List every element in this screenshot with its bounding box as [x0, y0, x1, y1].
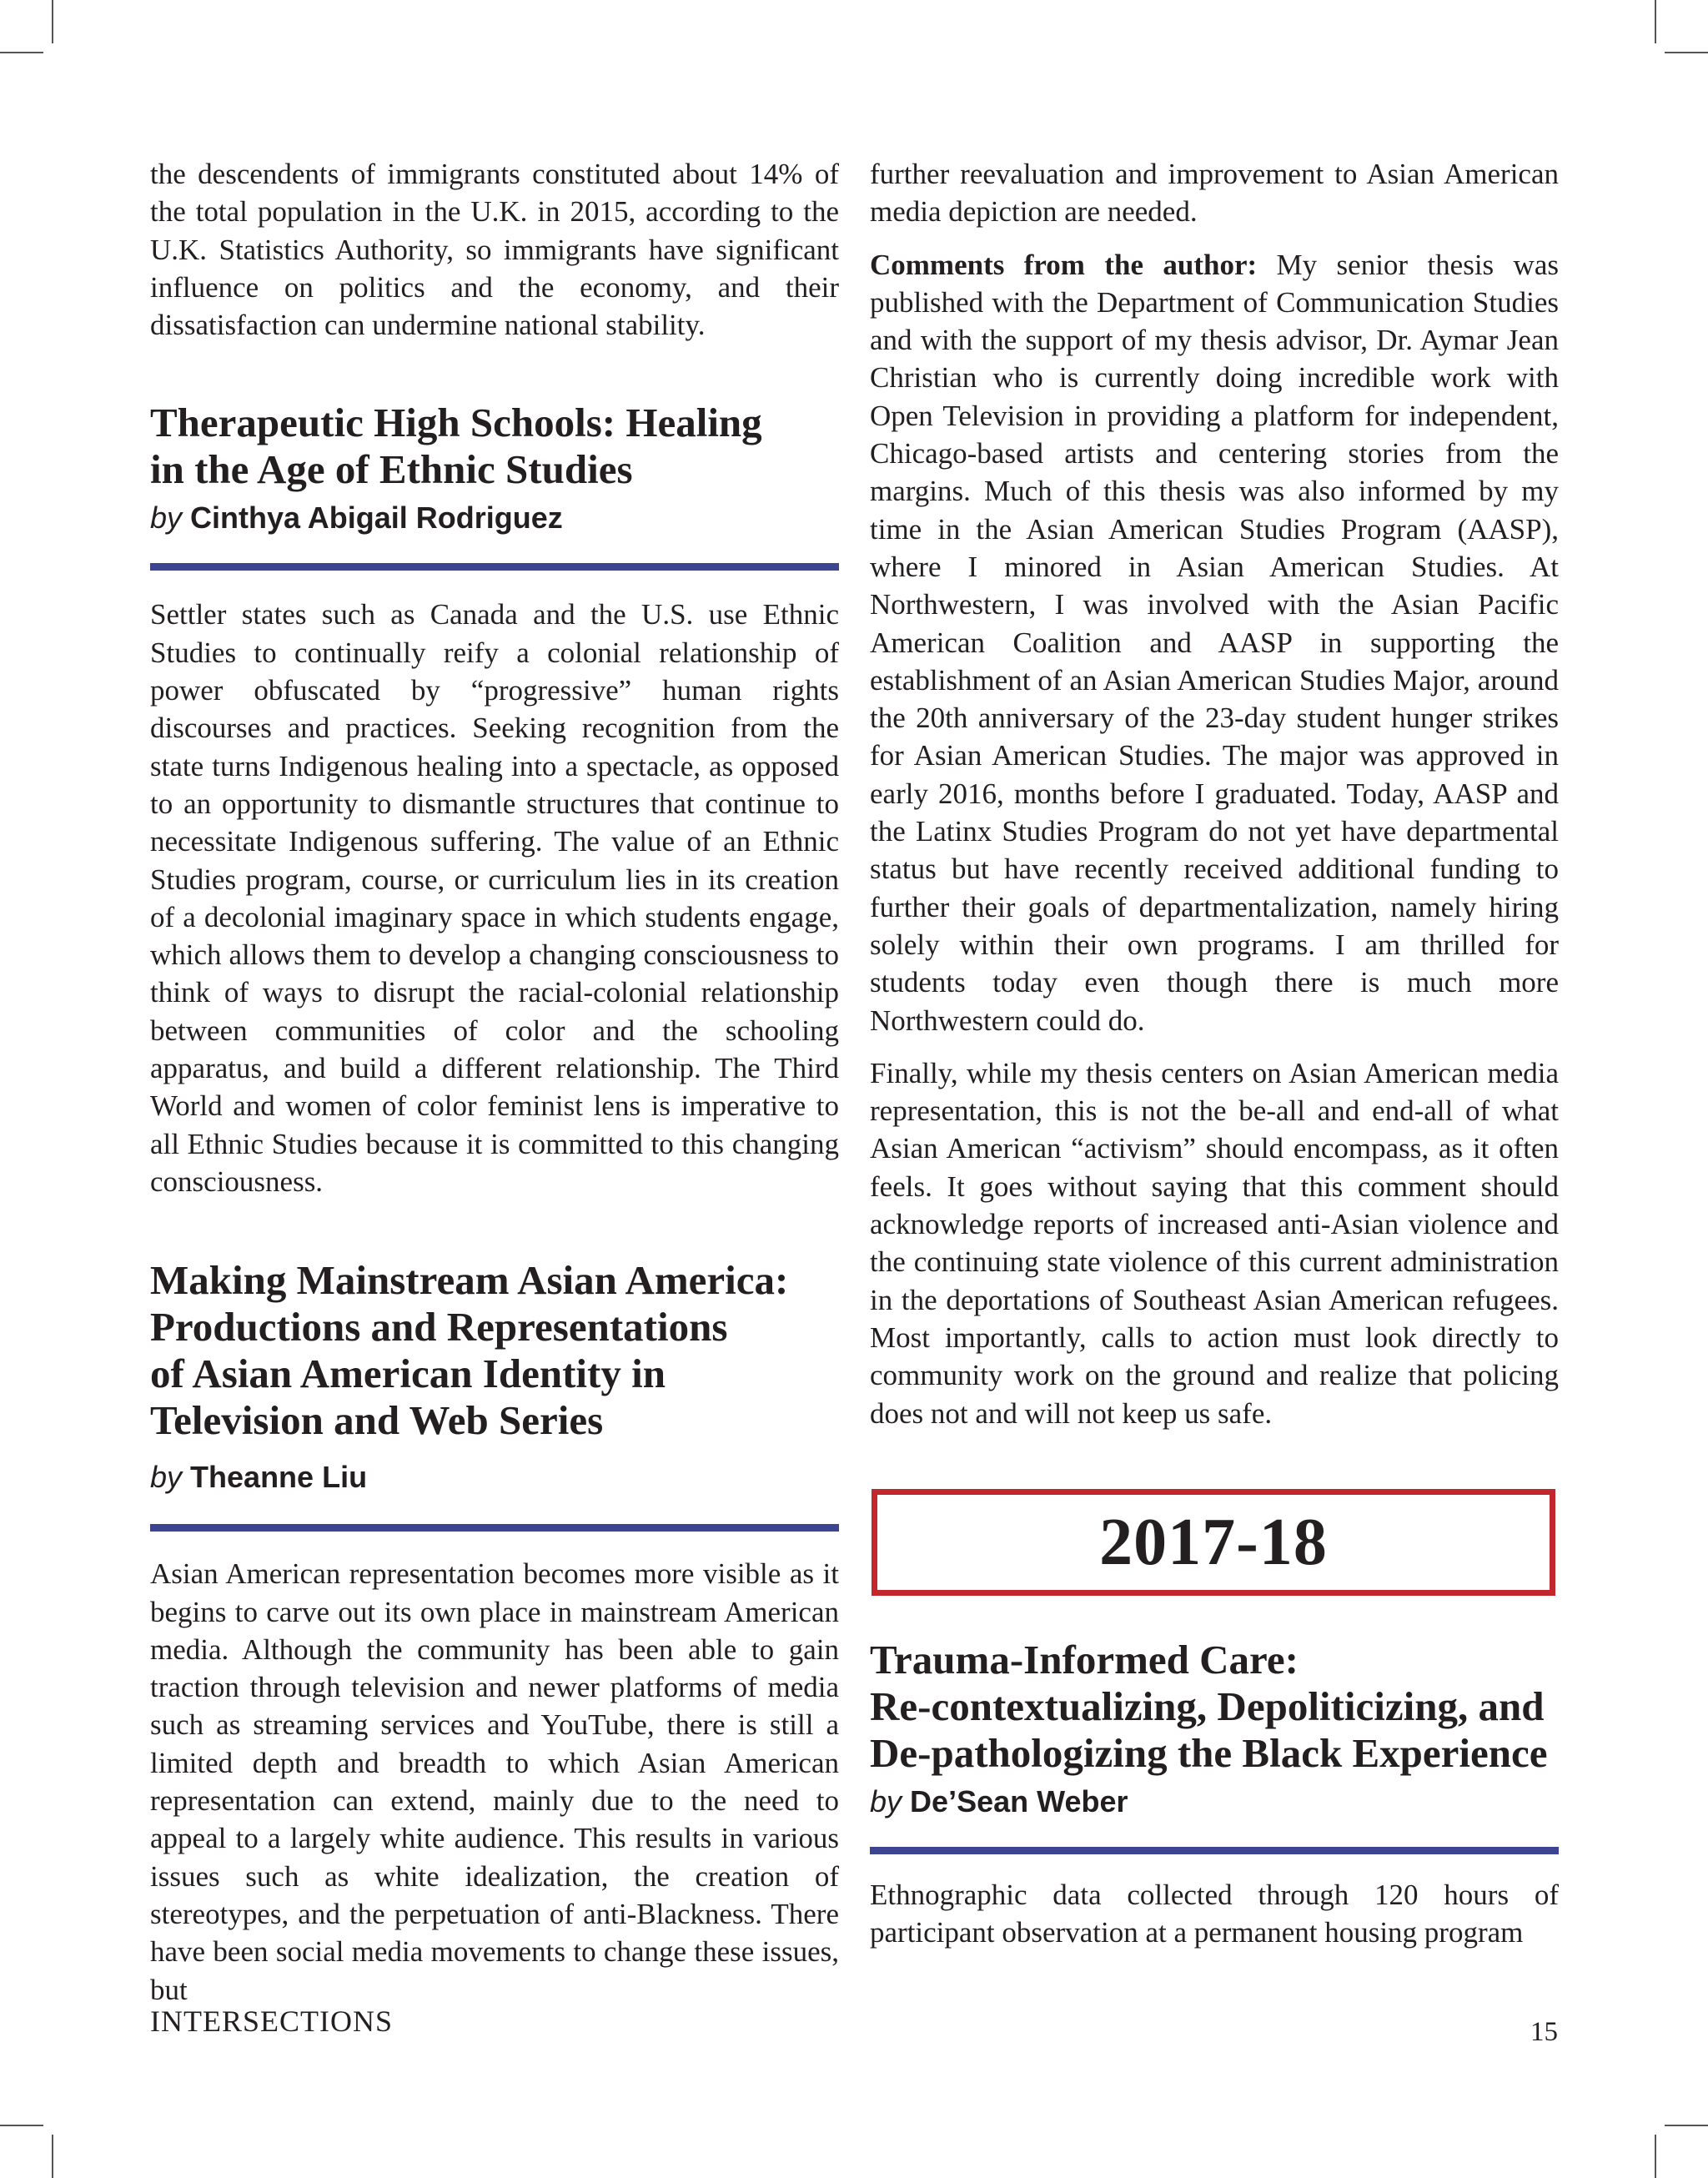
- article-title: Trauma-Informed Care: Re-contextualizing, Depoliticizing, and De-pathologizing the Black Experience: [870, 1637, 1548, 1776]
- article-title: Making Mainstream Asian America: Productions and Representations of Asian American Identity in Television and Web Series: [150, 1257, 789, 1444]
- comments-label: Comments from the author:: [870, 248, 1258, 281]
- year-heading: 2017-18: [1099, 1505, 1328, 1579]
- author-name: De’Sean Weber: [910, 1784, 1128, 1818]
- crop-mark: [1665, 2125, 1708, 2126]
- article-therapeutic-high-schools: [150, 400, 839, 1200]
- crop-mark: [52, 2135, 53, 2178]
- left-column: [150, 155, 839, 2009]
- article-abstract: Asian American representation becomes more visible as it begins to carve out its own place in mainstream American media. Although the community has been able to gain traction through television and newer platforms of media such as streaming services and YouTube, there is still a limited depth and breadth to which Asian American representation can extend, mainly due to the need to appeal to a largely white audience. This results in various issues such as white idealization, the creation of stereotypes, and the perpetuation of anti-Blackness. There have been social media movements to change these issues, but: [150, 1557, 839, 2006]
- intro-paragraph: the descendents of immigrants constituted about 14% of the total population in the U.K. in 2015, according to the U.K. Statistics Authority, so immigrants have significant influence on politics and the economy, and their dissatisfaction can undermine national stability.: [150, 158, 839, 342]
- article-trauma-informed-care: [870, 1637, 1559, 1952]
- divider-rule: [150, 563, 839, 571]
- article-abstract: Ethnographic data collected through 120 hours of participant observation at a permanent housing program: [870, 1879, 1559, 1949]
- year-heading-box: [872, 1489, 1555, 1596]
- article-abstract: Settler states such as Canada and the U.S. use Ethnic Studies to continually reify a colonial relationship of power obfuscated by “progressive” human rights discourses and practices. Seeking recognition from the state turns Indigenous healing into a spectacle, as opposed to an opportunity to dismantle structures that continue to necessitate Indigenous suffering. The value of an Ethnic Studies program, course, or curriculum lies in its creation of a decolonial imaginary space in which students engage, which allows them to develop a changing consciousness to think of ways to disrupt the racial-colonial relationship between communities of color and the schooling apparatus, and build a different relationship. The Third World and women of color feminist lens is imperative to all Ethnic Studies because it is committed to this changing consciousness.: [150, 598, 839, 1198]
- comments-text: My senior thesis was published with the Department of Communication Studies and with the support of my thesis advisor, Dr. Aymar Jean Christian who is currently doing incredible work with Open Television in providing a platform for independent, Chicago-based artists and centering stories from the margins. Much of this thesis was also informed by my time in the Asian American Studies Program (AASP), where I minored in Asian American Studies. At Northwestern, I was involved with the Asian Pacific American Coalition and AASP in supporting the establishment of an Asian American Studies Major, around the 20th anniversary of the 23-day student hunger strikes for Asian American Studies. The major was approved in early 2016, months before I graduated. Today, AASP and the Latinx Studies Program do not yet have departmental status but have recently received additional funding to further their goals of departmentalization, namely hiring solely within their own programs. I am thrilled for students today even though there is much more Northwestern could do.: [870, 248, 1559, 1037]
- byline: [870, 1783, 1559, 1820]
- byline: [150, 500, 839, 536]
- article-making-mainstream-asian-america: [150, 1257, 839, 2009]
- crop-mark: [0, 2125, 43, 2126]
- final-paragraph: Finally, while my thesis centers on Asian American media representation, this is not the be-all and end-all of what Asian American “activism” should encompass, as it often feels. It goes without saying that this comment should acknowledge reports of increased anti-Asian violence and the continuing state violence of this current administration in the deportations of Southeast Asian American refugees. Most importantly, calls to action must look directly to community work on the ground and realize that policing does not and will not keep us safe.: [870, 1056, 1559, 1430]
- byline-prefix: by: [150, 500, 183, 536]
- crop-mark: [1655, 0, 1656, 43]
- author-comments: [870, 246, 1559, 1039]
- page-number: 15: [1530, 2017, 1558, 2047]
- crop-mark: [0, 52, 43, 53]
- right-column: [870, 155, 1559, 1432]
- byline: [150, 1459, 839, 1496]
- article-title: Therapeutic High Schools: Healing in the Age of Ethnic Studies: [150, 400, 762, 493]
- author-name: Cinthya Abigail Rodriguez: [190, 500, 563, 536]
- divider-rule: [870, 1847, 1559, 1854]
- crop-mark: [1655, 2135, 1656, 2178]
- byline-prefix: by: [150, 1460, 183, 1495]
- crop-mark: [52, 0, 53, 43]
- byline-prefix: by: [870, 1784, 902, 1818]
- author-name: Theanne Liu: [190, 1460, 368, 1495]
- crop-mark: [1665, 52, 1708, 53]
- continuation-paragraph: further reevaluation and improvement to Asian American media depiction are needed.: [870, 158, 1559, 229]
- divider-rule: [150, 1524, 839, 1532]
- publication-name: INTERSECTIONS: [150, 2004, 393, 2038]
